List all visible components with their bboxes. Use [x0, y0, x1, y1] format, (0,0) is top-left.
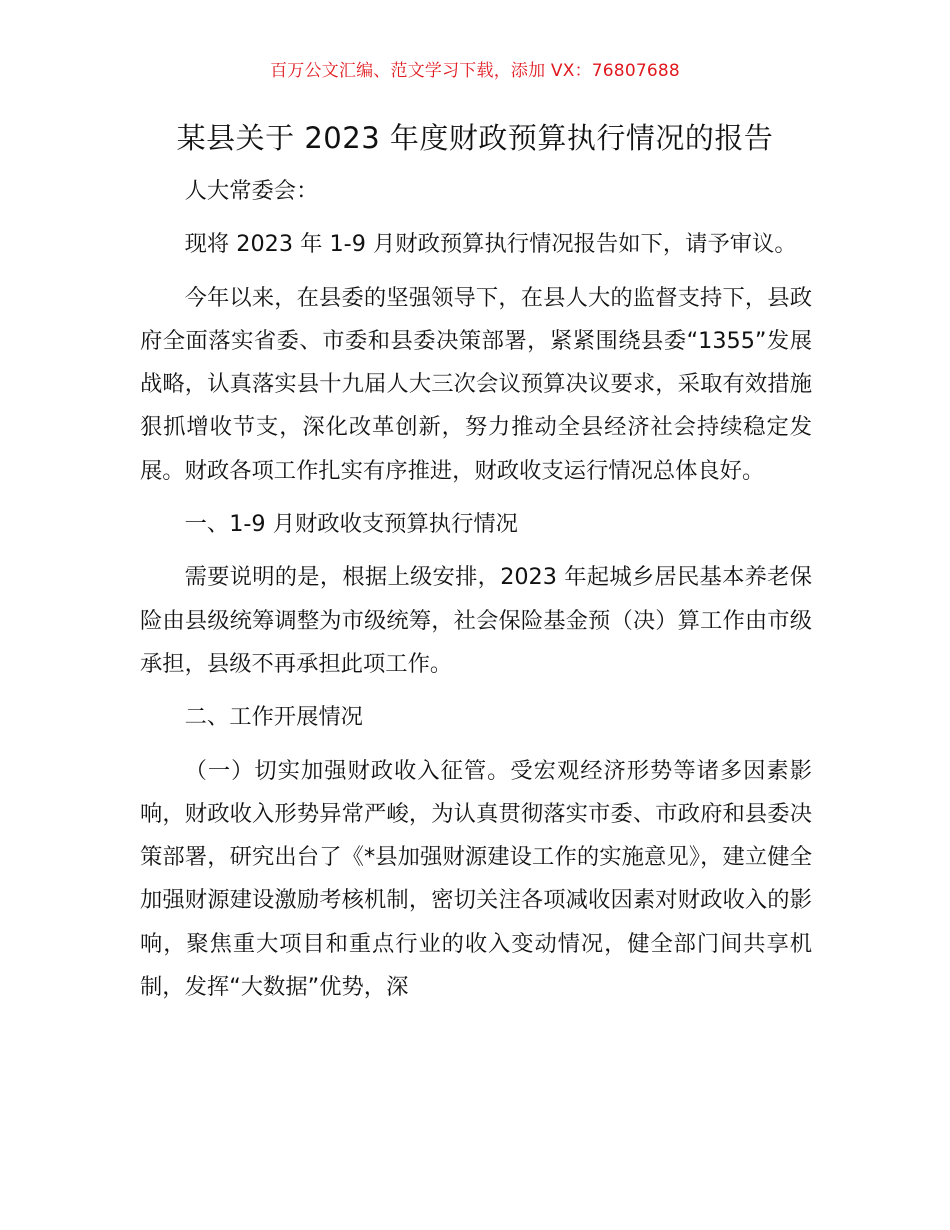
paragraph-intro: 现将 2023 年 1-9 月财政预算执行情况报告如下，请予审议。	[184, 231, 797, 258]
document-body	[140, 170, 812, 1009]
watermark-banner: 百万公文汇编、范文学习下载，添加 VX：76807688	[270, 61, 680, 81]
paragraph-overview: 今年以来，在县委的坚强领导下，在县人大的监督支持下，县政府全面落实省委、市委和县委决策部署，紧紧围绕县委“1355”发展战略，认真落实县十九届人大三次会议预算决议要求，采取有效措施狠抓增收节支，深化改革创新，努力推动全县经济社会持续稳定发展。财政各项工作扎实有序推进，财政收支运行情况总体良好。	[140, 284, 812, 484]
document-title: 某县关于 2023 年度财政预算执行情况的报告	[176, 121, 774, 155]
section-heading-2: 二、工作开展情况	[184, 704, 363, 731]
paragraph-note: 需要说明的是，根据上级安排，2023 年起城乡居民基本养老保险由县级统筹调整为市级统筹，社会保险基金预（决）算工作由市级承担，县级不再承担此项工作。	[140, 564, 812, 677]
paragraph-revenue: （一）切实加强财政收入征管。受宏观经济形势等诸多因素影响，财政收入形势异常严峻，为认真贯彻落实市委、市政府和县委决策部署，研究出台了《*县加强财源建设工作的实施意见》，建立健全加强财源建设激励考核机制，密切关注各项减收因素对财政收入的影响，聚焦重大项目和重点行业的收入变动情况，健全部门间共享机制，发挥“大数据”优势，深	[140, 757, 812, 1001]
section-heading-1: 一、1-9 月财政收支预算执行情况	[184, 511, 518, 538]
salutation: 人大常委会：	[184, 178, 319, 204]
